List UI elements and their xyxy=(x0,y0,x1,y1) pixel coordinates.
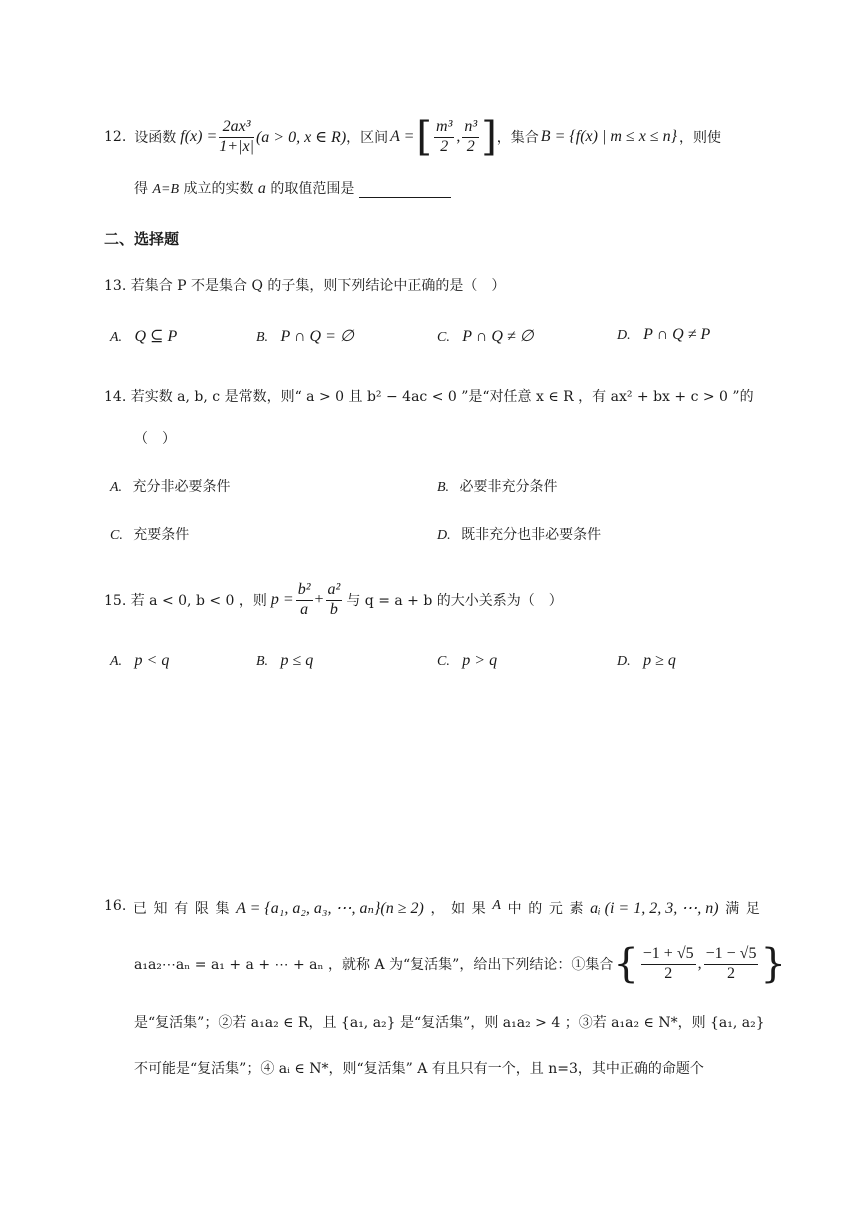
left-bracket: [ xyxy=(416,114,433,160)
option-label: B. xyxy=(437,480,450,495)
q16-set-fraction-2 xyxy=(704,945,759,983)
q12-n-den: 2 xyxy=(466,137,475,155)
q15-option-b[interactable] xyxy=(256,652,313,670)
option-label: A. xyxy=(110,654,123,669)
q12-n-fraction xyxy=(462,118,479,156)
option-label: B. xyxy=(256,330,269,345)
q12-m-num: m³ xyxy=(434,118,454,137)
q16-char: 集 xyxy=(215,901,230,917)
q16-char: A xyxy=(492,898,501,913)
q15-fraction-2 xyxy=(326,581,343,619)
q13-option-d[interactable] xyxy=(617,326,710,344)
q15-option-c[interactable] xyxy=(437,652,497,670)
q15-option-a[interactable] xyxy=(110,652,169,670)
q16-char: 已 xyxy=(132,901,147,917)
q14-paren: （ ） xyxy=(134,431,176,447)
option-text: p > q xyxy=(462,652,498,669)
q16-f1-num: −1 + √5 xyxy=(641,945,696,964)
q12-n-num: n³ xyxy=(462,118,479,137)
option-text: p ≥ q xyxy=(643,652,676,669)
q16-char: ， xyxy=(430,901,445,917)
q15-stem-a: 15. 若 a < 0, b < 0 ，则 xyxy=(104,593,267,609)
option-text: 必要非充分条件 xyxy=(459,479,558,495)
q12-text-interval: ，区间 xyxy=(346,130,389,146)
q12-func-cond: (a > 0, x ∈ R) xyxy=(255,129,347,146)
option-label: C. xyxy=(437,330,450,345)
option-label: D. xyxy=(617,328,631,343)
q16-char: 足 xyxy=(745,901,760,917)
option-label: D. xyxy=(437,528,451,543)
q15-f2-num: a² xyxy=(326,581,343,600)
q14-option-a[interactable] xyxy=(110,476,231,496)
q13-option-c[interactable] xyxy=(437,326,534,346)
q14-option-b[interactable] xyxy=(437,476,558,496)
right-bracket: ] xyxy=(481,114,497,160)
q16-char: 有 xyxy=(174,901,189,917)
option-label: C. xyxy=(437,654,450,669)
q14-stem: 14. 若实数 a, b, c 是常数，则“ a > 0 且 b² − 4ac < 0 ”是“对任意 x ∈ R ，有 ax² + bx + c > 0 ”的 xyxy=(104,389,754,405)
q16-char: 的 xyxy=(528,901,543,917)
q16-f2-den: 2 xyxy=(727,964,736,982)
q16-element: aᵢ (i = 1, 2, 3, ⋯, n) xyxy=(590,900,719,917)
q12-line2-ab: A=B xyxy=(152,182,180,197)
q16-set-fraction-1 xyxy=(641,945,696,983)
q12-line2-a: 得 xyxy=(134,181,148,197)
option-text: p ≤ q xyxy=(280,652,314,669)
option-label: A. xyxy=(110,330,123,345)
q16-line2 xyxy=(134,938,786,990)
section-heading: 二、选择题 xyxy=(104,230,180,248)
option-text: Q ⊆ P xyxy=(134,328,178,345)
q12-func-lhs: f(x) = xyxy=(180,128,218,145)
q15-p-lhs: p = xyxy=(270,591,294,608)
q12-set-b: B = {f(x) | m ≤ x ≤ n} xyxy=(540,128,677,145)
left-brace: { xyxy=(613,941,639,987)
q15-f2-den: b xyxy=(329,600,338,618)
q15-f1-num: b² xyxy=(296,581,313,600)
answer-blank[interactable] xyxy=(359,183,451,198)
option-label: B. xyxy=(256,654,269,669)
right-brace: } xyxy=(760,941,786,987)
option-label: A. xyxy=(110,480,123,495)
q13-option-b[interactable] xyxy=(256,326,354,346)
option-text: P ∩ Q = ∅ xyxy=(280,328,354,345)
q16-char: 素 xyxy=(569,901,584,917)
q12-text: 设函数 xyxy=(134,130,177,146)
q12-func-fraction xyxy=(219,118,254,156)
q12-line2-var: a xyxy=(257,180,266,197)
q16-set-a: A = {a₁, a₂, a₃, ⋯, aₙ}(n ≥ 2) xyxy=(236,900,424,917)
option-text: p < q xyxy=(134,652,170,669)
q16-comma: , xyxy=(697,955,702,972)
q16-char: 满 xyxy=(725,901,740,917)
option-text: 充要条件 xyxy=(133,527,190,543)
option-text: P ∩ Q ≠ ∅ xyxy=(462,328,534,345)
q15-f1-den: a xyxy=(300,600,309,618)
q16-f1-den: 2 xyxy=(664,964,673,982)
option-text: 充分非必要条件 xyxy=(132,479,231,495)
q12-line1: 12. 设函数 f(x) = $\frac{\text{2ax³}}{1+|x|}$ (a > 0, x ∈ R) ，区间 A = [ $\frac{\text{m³}}{2}$ , $\frac{\text{n³}}{2}$ ] ，集合 B = {f(x) | m ≤ x ≤ n} ，则使 xyxy=(104,114,721,160)
q16-line2-text: a₁a₂⋯aₙ = a₁ + a + ⋯ + aₙ ，就称 A 为“复活集”，给出下列结论：①集合 xyxy=(134,957,614,973)
q15-stem xyxy=(104,576,563,624)
q14-option-c[interactable] xyxy=(110,524,189,544)
q12-line2-b: 成立的实数 xyxy=(183,181,254,197)
option-label: C. xyxy=(110,528,123,543)
q12-interval-lhs: A = xyxy=(390,128,415,145)
option-text: P ∩ Q ≠ P xyxy=(643,326,711,343)
q12-func-num: 2ax³ xyxy=(219,118,254,137)
q13-stem: 13. 若集合 P 不是集合 Q 的子集，则下列结论中正确的是（ ） xyxy=(104,278,506,294)
q16-char: 限 xyxy=(194,901,209,917)
q12-number: 12. xyxy=(104,129,127,145)
q12-text-set: ，集合 xyxy=(496,130,539,146)
q15-option-d[interactable] xyxy=(617,652,676,670)
option-label: D. xyxy=(617,654,631,669)
q12-line2-c: 的取值范围是 xyxy=(270,181,355,197)
q12-m-fraction xyxy=(434,118,454,156)
q16-char: 果 xyxy=(471,901,486,917)
q16-f2-num: −1 − √5 xyxy=(704,945,759,964)
q16-line1 xyxy=(104,898,760,918)
q12-line2 xyxy=(134,178,451,198)
q16-char: 如 xyxy=(451,901,466,917)
q16-number: 16. xyxy=(104,898,127,914)
q12-func-den: 1+|x| xyxy=(219,137,254,155)
q14-option-d[interactable] xyxy=(437,524,601,544)
q16-char: 元 xyxy=(548,901,563,917)
q16-line3: 是“复活集”；②若 a₁a₂ ∈ R，且 {a₁, a₂} 是“复活集”，则 a₁a₂ > 4 ；③若 a₁a₂ ∈ N*，则 {a₁, a₂} xyxy=(134,1015,765,1031)
q15-plus: + xyxy=(314,591,324,608)
q13-option-a[interactable] xyxy=(110,326,177,346)
q15-stem-b: 与 q = a + b 的大小关系为（ ） xyxy=(346,593,563,609)
q12-text-end: ，则使 xyxy=(678,130,721,146)
q16-line4: 不可能是“复活集”；④ aᵢ ∈ N*，则“复活集” A 有且只有一个，且 n=3，其中正确的命题个 xyxy=(134,1061,704,1077)
q16-char: 中 xyxy=(507,901,522,917)
q15-fraction-1 xyxy=(296,581,313,619)
q12-m-den: 2 xyxy=(440,137,449,155)
option-text: 既非充分也非必要条件 xyxy=(461,527,602,543)
q16-char: 知 xyxy=(153,901,168,917)
